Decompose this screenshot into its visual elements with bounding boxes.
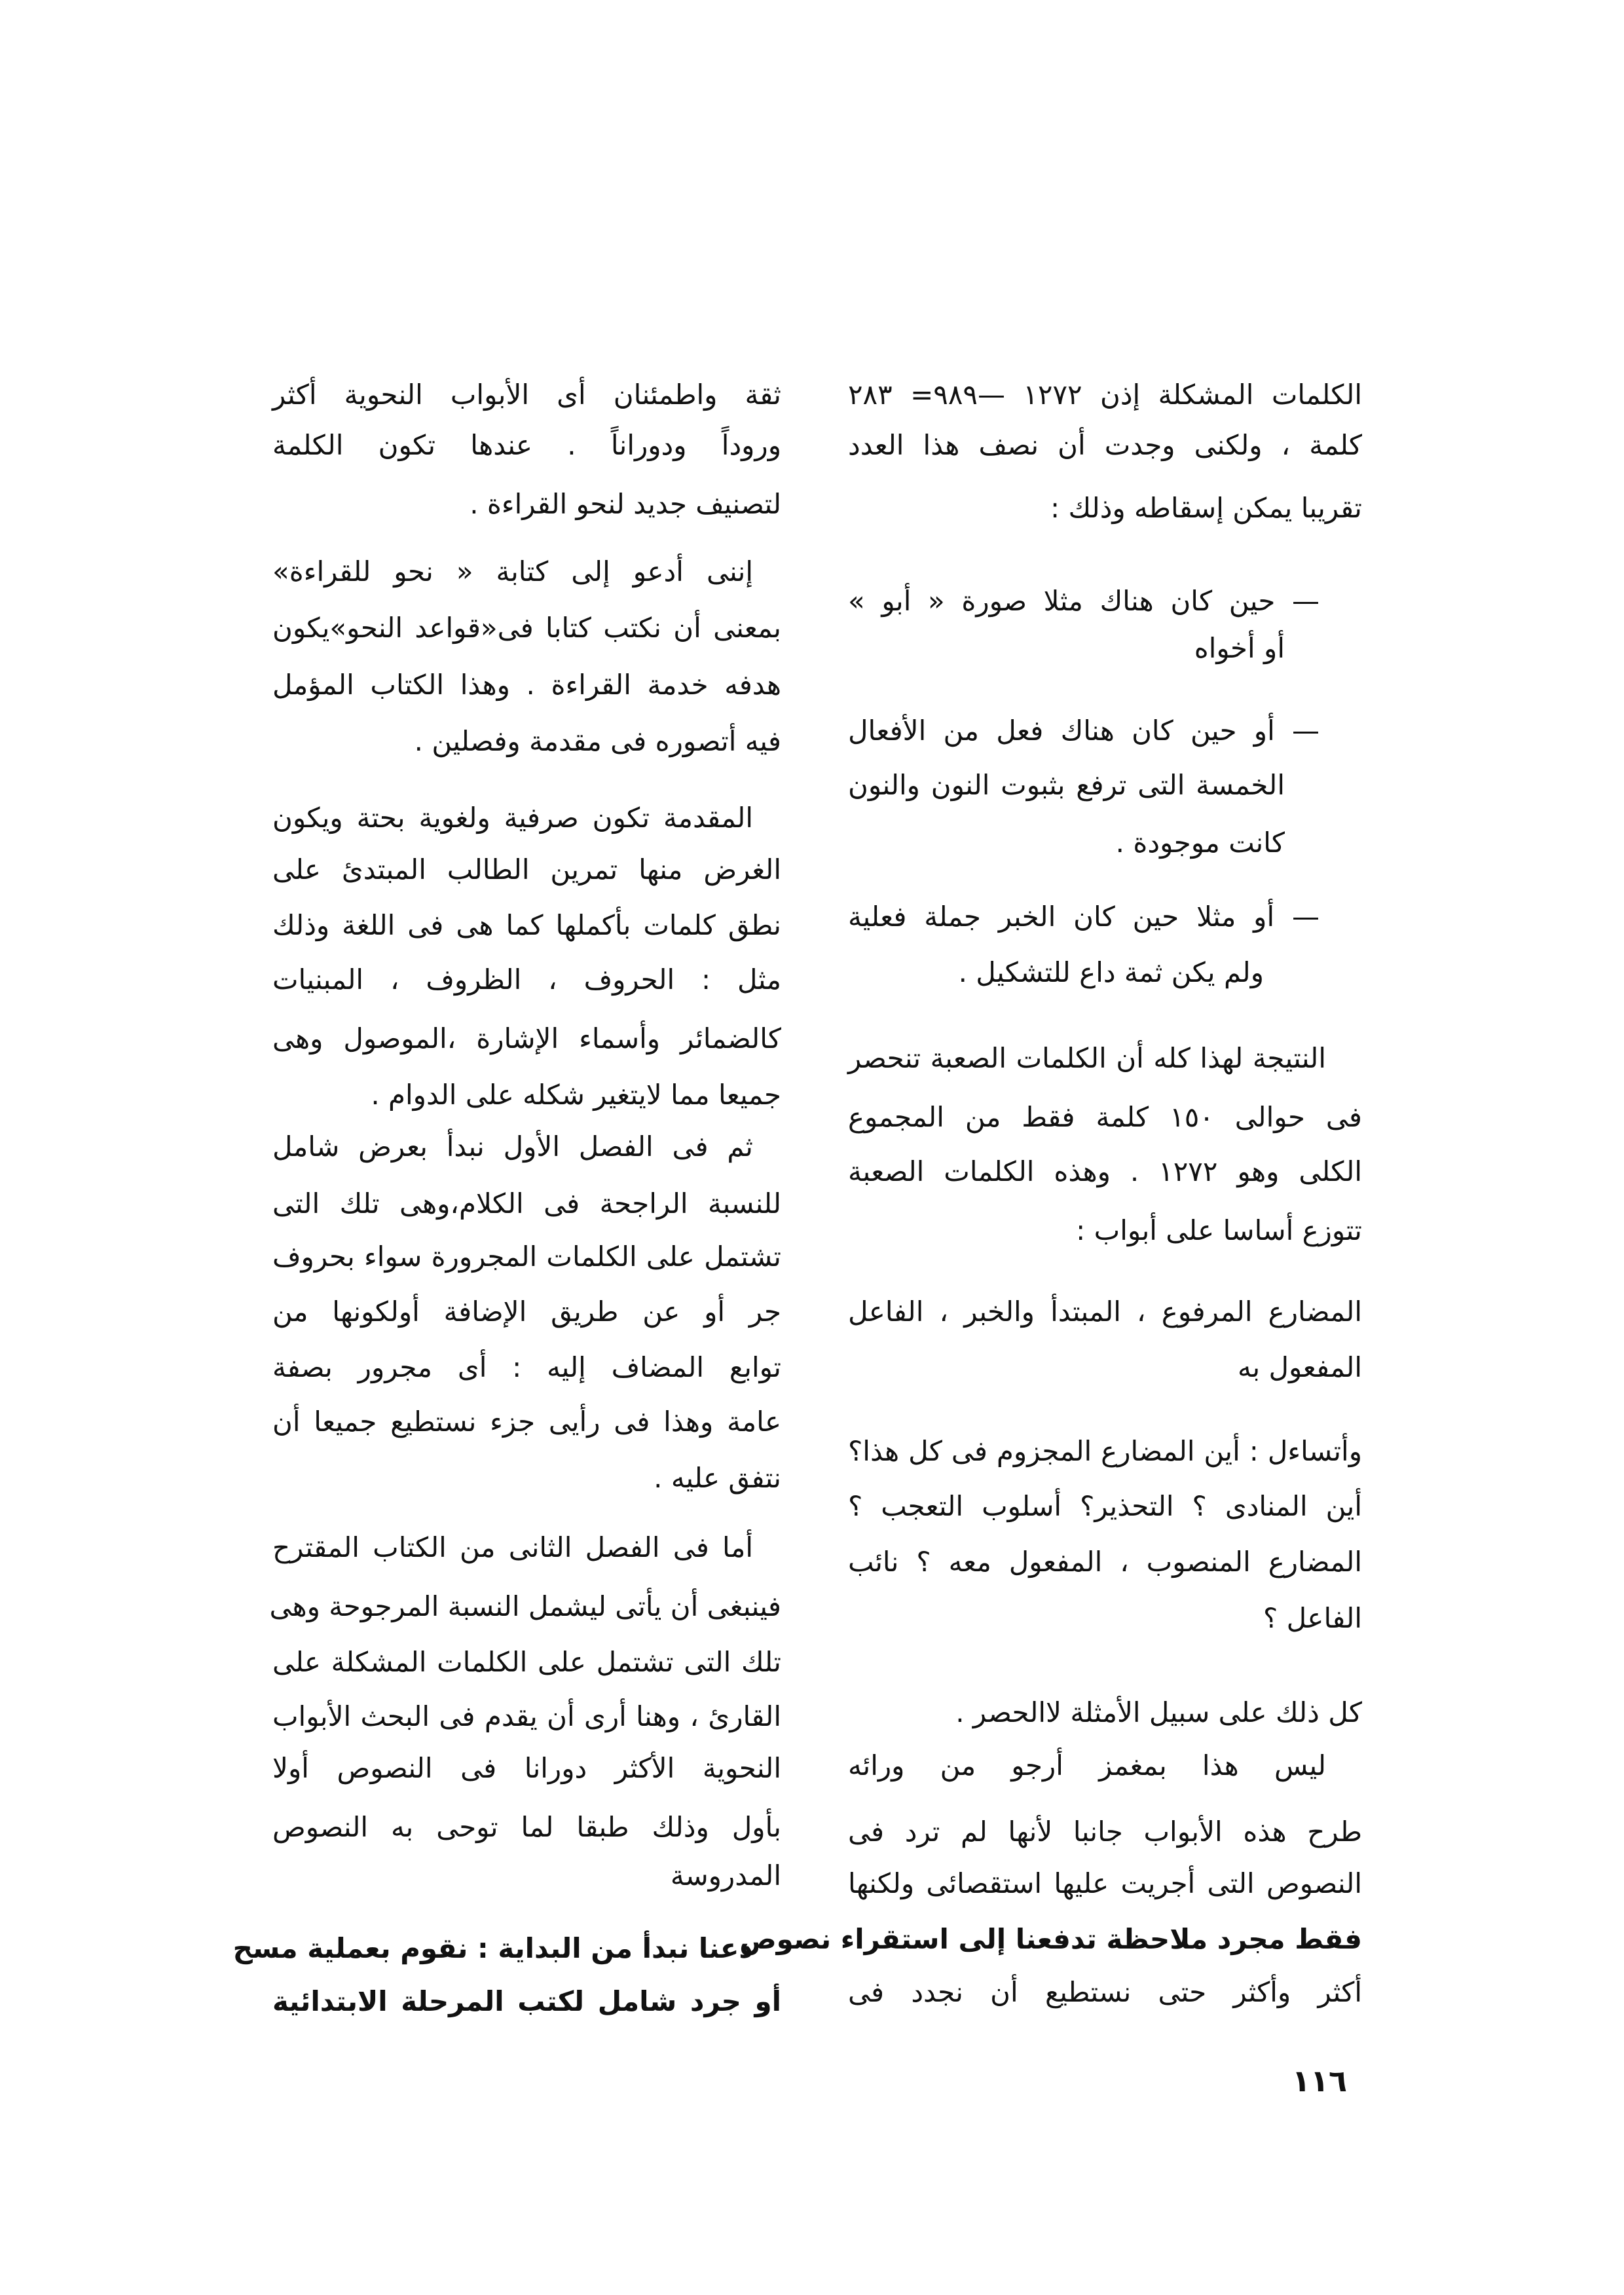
text-line: تقريبا يمكن إسقاطه وذلك : <box>1050 492 1362 524</box>
text-line: أو أخواه <box>1194 632 1285 664</box>
text-line: الخمسة التى ترفع بثبوت النون والنون <box>848 769 1285 801</box>
page-number: ١١٦ <box>1291 2063 1348 2099</box>
text-line: ولم يكن ثمة داع للتشكيل . <box>958 956 1264 988</box>
text-line: النحوية الأكثر دورانا فى النصوص أولا <box>272 1752 781 1784</box>
text-line: فيه أتصوره فى مقدمة وفصلين . <box>414 725 781 757</box>
text-line: وروداً ودوراناً . عندها تكون الكلمة <box>272 429 781 461</box>
text-line: هدفه خدمة القراءة . وهذا الكتاب المؤمل <box>272 669 781 701</box>
text-line: كانت موجودة . <box>1115 827 1285 859</box>
text-line: نطق كلمات بأكملها كما هى فى اللغة وذلك <box>272 909 781 941</box>
text-line: تتوزع أساسا على أبواب : <box>1076 1214 1362 1246</box>
text-line: القارئ ، وهنا أرى أن يقدم فى البحث الأبواب <box>272 1700 781 1732</box>
text-line: كالضمائر وأسماء الإشارة ،الموصول وهى <box>272 1022 781 1054</box>
text-line: دعنا نبدأ من البداية : نقوم بعملية مسح <box>232 1932 753 1964</box>
text-line: نتفق عليه . <box>654 1462 781 1494</box>
text-line: المدروسة <box>670 1859 781 1892</box>
text-line: جر أو عن طريق الإضافة أولكونها من <box>272 1296 781 1328</box>
text-line: عامة وهذا فى رأيى جزء نستطيع جميعا أن <box>272 1406 781 1438</box>
text-line: كل ذلك على سبيل الأمثلة لاالحصر . <box>955 1696 1362 1728</box>
text-line: المقدمة تكون صرفية ولغوية بحتة ويكون <box>272 802 753 834</box>
text-line: — أو حين كان هناك فعل من الأفعال <box>848 715 1320 747</box>
text-line: وأتساءل : أين المضارع المجزوم فى كل هذا؟ <box>848 1435 1362 1467</box>
text-line: ثم فى الفصل الأول نبدأ بعرض شامل <box>272 1130 753 1163</box>
text-line: بأول وذلك طبقا لما توحى به النصوص <box>272 1811 781 1843</box>
text-line: الكلى وهو ١٢٧٢ . وهذه الكلمات الصعبة <box>848 1155 1362 1187</box>
text-line: للنسبة الراجحة فى الكلام،وهى تلك التى <box>272 1187 781 1220</box>
text-line: — حين كان هناك مثلا صورة « أبو » <box>848 585 1320 617</box>
text-line: أين المنادى ؟ التحذير؟ أسلوب التعجب ؟ <box>848 1490 1362 1522</box>
text-line: — أو مثلا حين كان الخبر جملة فعلية <box>848 901 1320 933</box>
text-line: المضارع المنصوب ، المفعول معه ؟ نائب <box>848 1546 1362 1578</box>
text-line: فقط مجرد ملاحظة تدفعنا إلى استقراء نصوص <box>739 1923 1362 1955</box>
text-line: أكثر وأكثر حتى نستطيع أن نجدد فى <box>848 1976 1362 2008</box>
text-line: إننى أدعو إلى كتابة « نحو للقراءة» <box>272 555 753 588</box>
text-line: مثل : الحروف ، الظروف ، المبنيات <box>272 963 781 996</box>
text-line: الفاعل ؟ <box>1263 1602 1362 1634</box>
text-line: تشتمل على الكلمات المجرورة سواء بحروف <box>272 1241 781 1273</box>
text-line: توابع المضاف إليه : أى مجرور بصفة <box>272 1351 781 1383</box>
text-line: فى حوالى ١٥٠ كلمة فقط من المجموع <box>848 1101 1362 1133</box>
text-line: الكلمات المشكلة إذن ١٢٧٢ —٩٨٩= ٢٨٣ <box>848 379 1363 411</box>
text-line: المضارع المرفوع ، المبتدأ والخبر ، الفاعل <box>848 1296 1362 1328</box>
text-line: كلمة ، ولكنى وجدت أن نصف هذا العدد <box>848 429 1362 461</box>
text-line: أو جرد شامل لكتب المرحلة الابتدائية <box>272 1985 781 2017</box>
text-line: الغرض منها تمرين الطالب المبتدئ على <box>272 853 781 886</box>
text-line: ثقة واطمئنان أى الأبواب النحوية أكثر <box>272 379 781 411</box>
text-line: أما فى الفصل الثانى من الكتاب المقترح <box>272 1531 753 1563</box>
text-line: المفعول به <box>1237 1351 1362 1383</box>
text-line: فينبغى أن يأتى ليشمل النسبة المرجوحة وهى <box>269 1590 781 1622</box>
text-line: طرح هذه الأبواب جانبا لأنها لم ترد فى <box>848 1816 1362 1848</box>
text-line: جميعا مما لايتغير شكله على الدوام . <box>371 1079 781 1111</box>
text-line: النصوص التى أجريت عليها استقصائى ولكنها <box>848 1867 1362 1899</box>
text-line: لتصنيف جديد لنحو القراءة . <box>470 488 781 520</box>
text-line: النتيجة لهذا كله أن الكلمات الصعبة تنحصر <box>848 1042 1326 1074</box>
text-line: تلك التى تشتمل على الكلمات المشكلة على <box>272 1646 781 1678</box>
text-line: بمعنى أن نكتب كتابا فى«قواعد النحو»يكون <box>272 612 781 644</box>
text-line: ليس هذا بمغمز أرجو من ورائه <box>848 1749 1326 1782</box>
